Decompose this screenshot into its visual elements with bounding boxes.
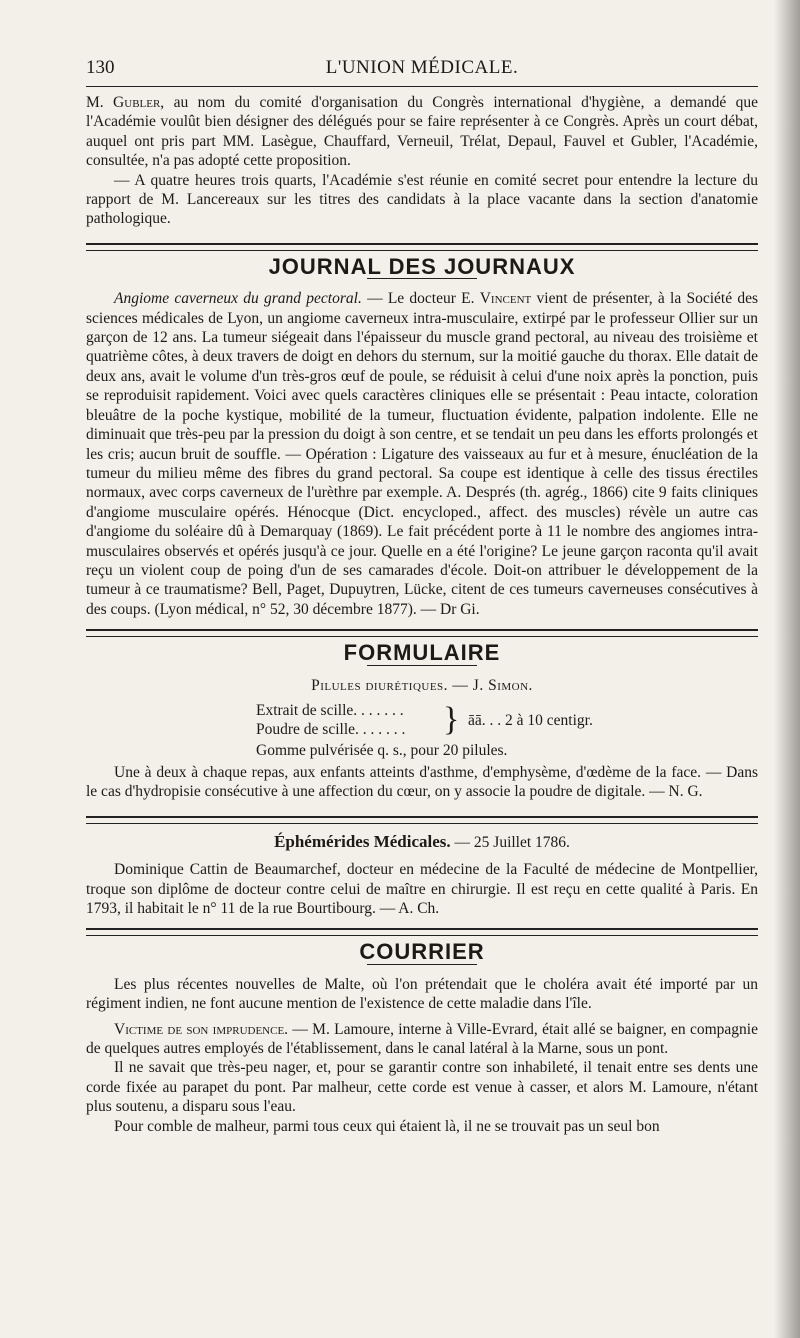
journal-des-journaux-title: JOURNAL DES JOURNAUX xyxy=(268,253,576,279)
ingredient-3: Gomme pulvérisée q. s., pour 20 pilules. xyxy=(256,741,508,759)
section-divider xyxy=(86,816,758,824)
courrier-heading: Victime de son imprudence. xyxy=(114,1020,289,1038)
page-content xyxy=(86,58,758,1136)
courrier-paragraph-4: Pour comble de malheur, parmi tous ceux qui étaient là, il ne se trouvait pas un seul bon xyxy=(114,1117,660,1135)
formulaire-title: FORMULAIRE xyxy=(343,640,501,666)
section-divider xyxy=(86,928,758,936)
ephemerides-body: Dominique Cattin de Beaumarchef, docteur en médecine de la Faculté de médecine de Montpellier, troque son diplôme de docteur contre celui de maître en chirurgie. Il est reçu en cette qualité à Paris. En 1793, il habitait le n° 11 de la rue Bourtibourg. — A. Ch. xyxy=(86,861,758,917)
recipe-dose: āā. . . 2 à 10 centigr. xyxy=(468,711,593,729)
academy-paragraph-2: — A quatre heures trois quarts, l'Académie s'est réunie en comité secret pour entendre la lecture du rapport de M. Lancereaux sur les titres des candidats à la place vacante dans la section d'anatomie pathologique. xyxy=(86,171,758,228)
journal-title: L'UNION MÉDICALE. xyxy=(325,57,519,78)
ingredient-2: Poudre de scille. . . . . . . xyxy=(256,720,406,738)
brace-glyph: } xyxy=(443,700,460,738)
academy-paragraph-1-text: au nom du comité d'organisation du Congrès international d'hygiène, a demandé que l'Académie voulût bien désigner des délégués pour se faire représenter à ce Congrès. Après un court débat, auquel ont pris part MM. Lasègue, Chauffard, Verneuil, Trélat, Depaul, Fauvel et Gubler, l'Académie, consultée, n'a pas adopté cette proposition. xyxy=(86,94,758,170)
ingredient-1: Extrait de scille. . . . . . . xyxy=(256,701,404,719)
page-edge-shadow xyxy=(774,0,800,1338)
section-divider xyxy=(86,629,758,637)
recipe-instructions: Une à deux à chaque repas, aux enfants atteints d'asthme, d'emphysème, d'œdème de la face. — Dans le cas d'hydropisie consécutive à une affection du cœur, on y associe la poudre de digitale. — N. G. xyxy=(86,763,758,801)
courrier-paragraph-2 xyxy=(86,1020,758,1059)
article-body: vient de présenter, à la Société des sciences médicales de Lyon, un angiome caverneux intra-musculaire, extirpé par le professeur Ollier sur un garçon de 12 ans. La tumeur siégeait dans l'épaisseur du muscle grand pectoral, au niveau des troisième et quatrième côtes, à deux travers de doigt en dehors du sternum, sur la moitié gauche du thorax. Elle datait de deux ans, avait le volume d'un très-gros œuf de poule, se réduisit à celui d'une noix après la ponction, puis se reproduisit rapidement. Voici avec quels caractères cliniques elle se présentait : Peau intacte, coloration bleuâtre de la poche kystique, mobilité de la tumeur, fluctuation évidente, palpation indolente. Elle ne diminuait que très-peu par la pression du doigt à son centre, et se tendait un peu dans les efforts prolongés et les cris; aucun bruit de souffle. — Opération : Ligature des vaisseaux au fur et à mesure, énucléation de la tumeur du milieu même des fibres du grand pectoral. Sa coupe est identique à celle des tissus érectiles normaux, avec corps caverneux de l'urèthre par exemple. A. Després (th. agrég., 1866) cite 9 faits cliniques d'angiome musculaire opérés. Hénocque (Dict. encycloped., affect. des muscles) révèle un autre cas d'angiome du soléaire dû à Demarquay (1869). Le fait précédent porte à 11 le nombre des angiomes intra-musculaires observés et opérés jusqu'à ce jour. Quelle en a été l'origine? Le jeune garçon raconta qu'il avait reçu un violent coup de poing d'un de ses camarades d'école. Doit-on attribuer le développement de la tumeur à ce traumatisme? Bell, Paget, Dupuytren, Lücke, citent de ces tumeurs caverneuses consécutives à des coups. xyxy=(86,290,759,618)
ephemerides-date: — 25 Juillet 1786. xyxy=(450,833,570,851)
academy-paragraph-1 xyxy=(86,93,758,171)
courrier-paragraph-2-text: — M. Lamoure, interne à Ville-Evrard, était allé se baigner, en compagnie de quelques autres employés de l'établissement, dans le canal latéral à la Marne, sous un pont. xyxy=(86,1020,758,1058)
academy-speaker: M. Gubler, xyxy=(86,94,165,111)
section-divider xyxy=(86,243,758,251)
page-number: 130 xyxy=(86,57,115,78)
recipe-title: Pilules diurétiques. — J. Simon. xyxy=(311,676,533,694)
running-head xyxy=(86,58,758,86)
ephemerides-heading xyxy=(86,832,758,852)
courrier-title: COURRIER xyxy=(359,939,485,965)
courrier-paragraph-3: Il ne savait que très-peu nager, et, pour se garantir contre son inhabileté, il tenait entre ses dents une corde fixée au parapet du pont. Par malheur, cette corde est venue à casser, et alors M. Lamoure, n'étant plus soutenu, a disparu sous l'eau. xyxy=(86,1059,758,1116)
article-title: Angiome caverneux du grand pectoral. xyxy=(114,290,362,308)
article-source: (Lyon médical, n° 52, 30 décembre 1877). — Dr Gi. xyxy=(150,600,480,618)
article-author-prefix: — Le docteur E. xyxy=(361,290,480,308)
article-author: Vincent xyxy=(479,290,532,308)
ephemerides-title: Éphémérides Médicales. xyxy=(274,831,451,851)
recipe-formula xyxy=(256,701,758,763)
courrier-paragraph-1: Les plus récentes nouvelles de Malte, où l'on prétendait que le choléra avait été importé par un régiment indien, ne font aucune mention de l'existence de cette maladie dans l'île. xyxy=(86,975,758,1013)
angiome-article xyxy=(86,289,758,619)
